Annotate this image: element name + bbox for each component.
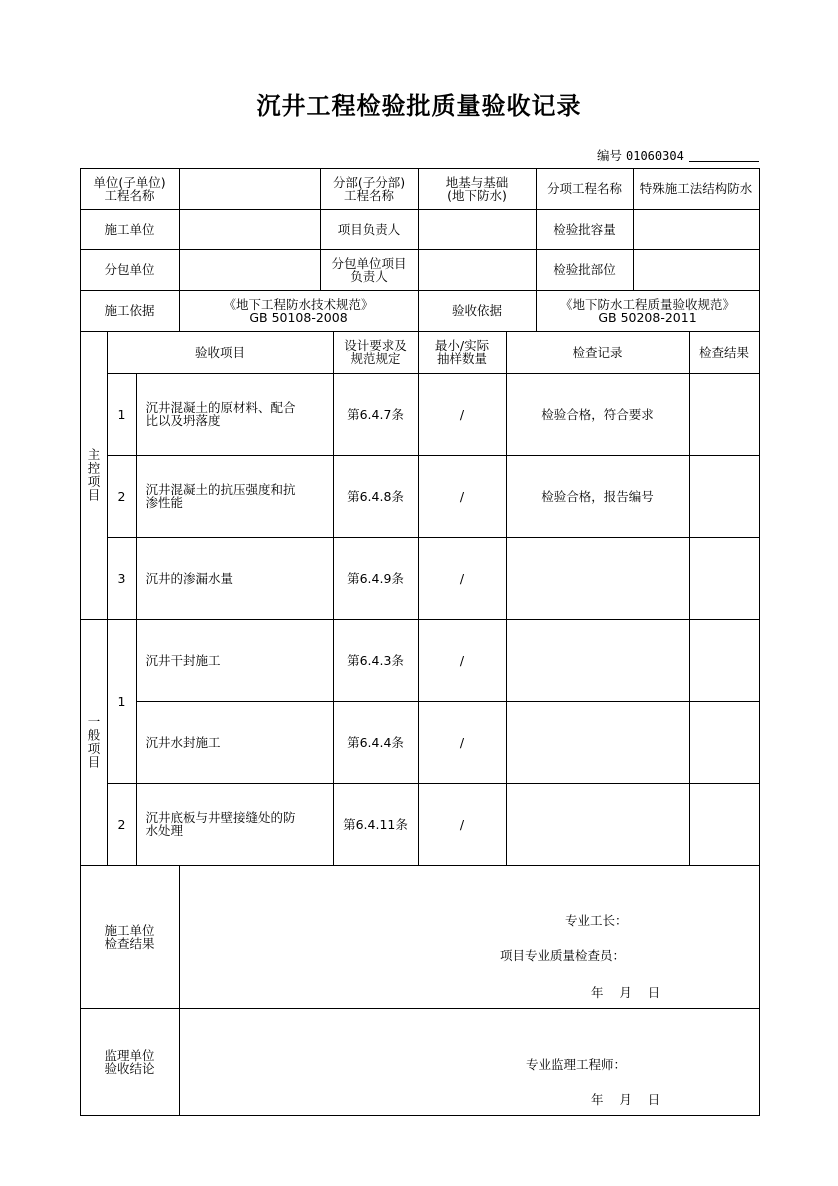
contractor-check-area[interactable] (179, 865, 760, 1009)
acceptance-label: 验收依据 (418, 290, 537, 332)
item-sample[interactable]: / (418, 701, 507, 784)
item-result[interactable] (689, 455, 760, 538)
subitem-label: 分项工程名称 (536, 168, 634, 210)
item-number: 1 (107, 619, 137, 784)
capacity-value[interactable] (633, 209, 760, 250)
contractor-value[interactable] (179, 209, 321, 250)
item-name: 沉井干封施工 (136, 619, 334, 702)
main-items-label: 主控项目 (80, 331, 108, 620)
item-record[interactable] (506, 701, 690, 784)
subitem-value[interactable]: 特殊施工法结构防水 (633, 168, 760, 210)
item-result[interactable] (689, 783, 760, 866)
sub-pm-value[interactable] (418, 249, 537, 291)
supervisor-date: 年 月 日 (591, 1092, 661, 1107)
supervisor-check-area[interactable] (179, 1008, 760, 1116)
col-record-header: 检查记录 (506, 331, 690, 374)
unit-label: 单位(子单位) 工程名称 (80, 168, 180, 210)
item-clause: 第6.4.8条 (333, 455, 419, 538)
sub-pm-label: 分包单位项目 负责人 (320, 249, 419, 291)
item-sample[interactable]: / (418, 537, 507, 620)
item-clause: 第6.4.9条 (333, 537, 419, 620)
contractor-check-label: 施工单位 检查结果 (80, 865, 180, 1009)
item-name: 沉井的渗漏水量 (136, 537, 334, 620)
col-item-header: 验收项目 (107, 331, 334, 374)
item-clause: 第6.4.3条 (333, 619, 419, 702)
item-sample[interactable]: / (418, 783, 507, 866)
item-record[interactable]: 检验合格，报告编号 (506, 455, 690, 538)
item-name: 沉井混凝土的抗压强度和抗 渗性能 (136, 455, 334, 538)
division-value[interactable]: 地基与基础 (地下防水) (418, 168, 537, 210)
item-number: 3 (107, 537, 137, 620)
page-title: 沉井工程检验批质量验收记录 (256, 92, 582, 120)
pm-label: 项目负责人 (320, 209, 419, 250)
code-label: 编号 (597, 148, 623, 163)
quality-inspector-label: 项目专业质量检查员： (500, 948, 626, 963)
basis-value: 《地下工程防水技术规范》 GB 50108-2008 (179, 290, 419, 332)
acceptance-value: 《地下防水工程质量验收规范》 GB 50208-2011 (536, 290, 760, 332)
item-record[interactable]: 检验合格，符合要求 (506, 373, 690, 456)
item-record[interactable] (506, 783, 690, 866)
item-number: 1 (107, 373, 137, 456)
col-clause-header: 设计要求及 规范规定 (333, 331, 419, 374)
item-name: 沉井混凝土的原材料、配合 比以及坍落度 (136, 373, 334, 456)
item-sample[interactable]: / (418, 619, 507, 702)
col-sample-header: 最小/实际 抽样数量 (418, 331, 507, 374)
general-items-label: 一般项目 (80, 619, 108, 866)
subcontractor-label: 分包单位 (80, 249, 180, 291)
item-sample[interactable]: / (418, 373, 507, 456)
item-number: 2 (107, 455, 137, 538)
item-clause: 第6.4.7条 (333, 373, 419, 456)
item-sample[interactable]: / (418, 455, 507, 538)
item-record[interactable] (506, 619, 690, 702)
basis-label: 施工依据 (80, 290, 180, 332)
pm-value[interactable] (418, 209, 537, 250)
supervisor-check-label: 监理单位 验收结论 (80, 1008, 180, 1116)
capacity-label: 检验批容量 (536, 209, 634, 250)
location-value[interactable] (633, 249, 760, 291)
col-result-header: 检查结果 (689, 331, 760, 374)
supervising-engineer-label: 专业监理工程师： (526, 1057, 627, 1072)
record-number (597, 146, 684, 164)
item-number: 2 (107, 783, 137, 866)
contractor-date: 年 月 日 (591, 985, 661, 1000)
item-result[interactable] (689, 619, 760, 702)
location-label: 检验批部位 (536, 249, 634, 291)
foreman-label: 专业工长： (565, 913, 628, 928)
code-value: 01060304 (626, 149, 684, 163)
item-name: 沉井水封施工 (136, 701, 334, 784)
item-clause: 第6.4.4条 (333, 701, 419, 784)
subcontractor-value[interactable] (179, 249, 321, 291)
division-label: 分部(子分部) 工程名称 (320, 168, 419, 210)
item-record[interactable] (506, 537, 690, 620)
item-result[interactable] (689, 701, 760, 784)
code-underline (689, 161, 759, 162)
item-result[interactable] (689, 537, 760, 620)
unit-value[interactable] (179, 168, 321, 210)
item-result[interactable] (689, 373, 760, 456)
item-name: 沉井底板与井壁接缝处的防 水处理 (136, 783, 334, 866)
item-clause: 第6.4.11条 (333, 783, 419, 866)
contractor-label: 施工单位 (80, 209, 180, 250)
